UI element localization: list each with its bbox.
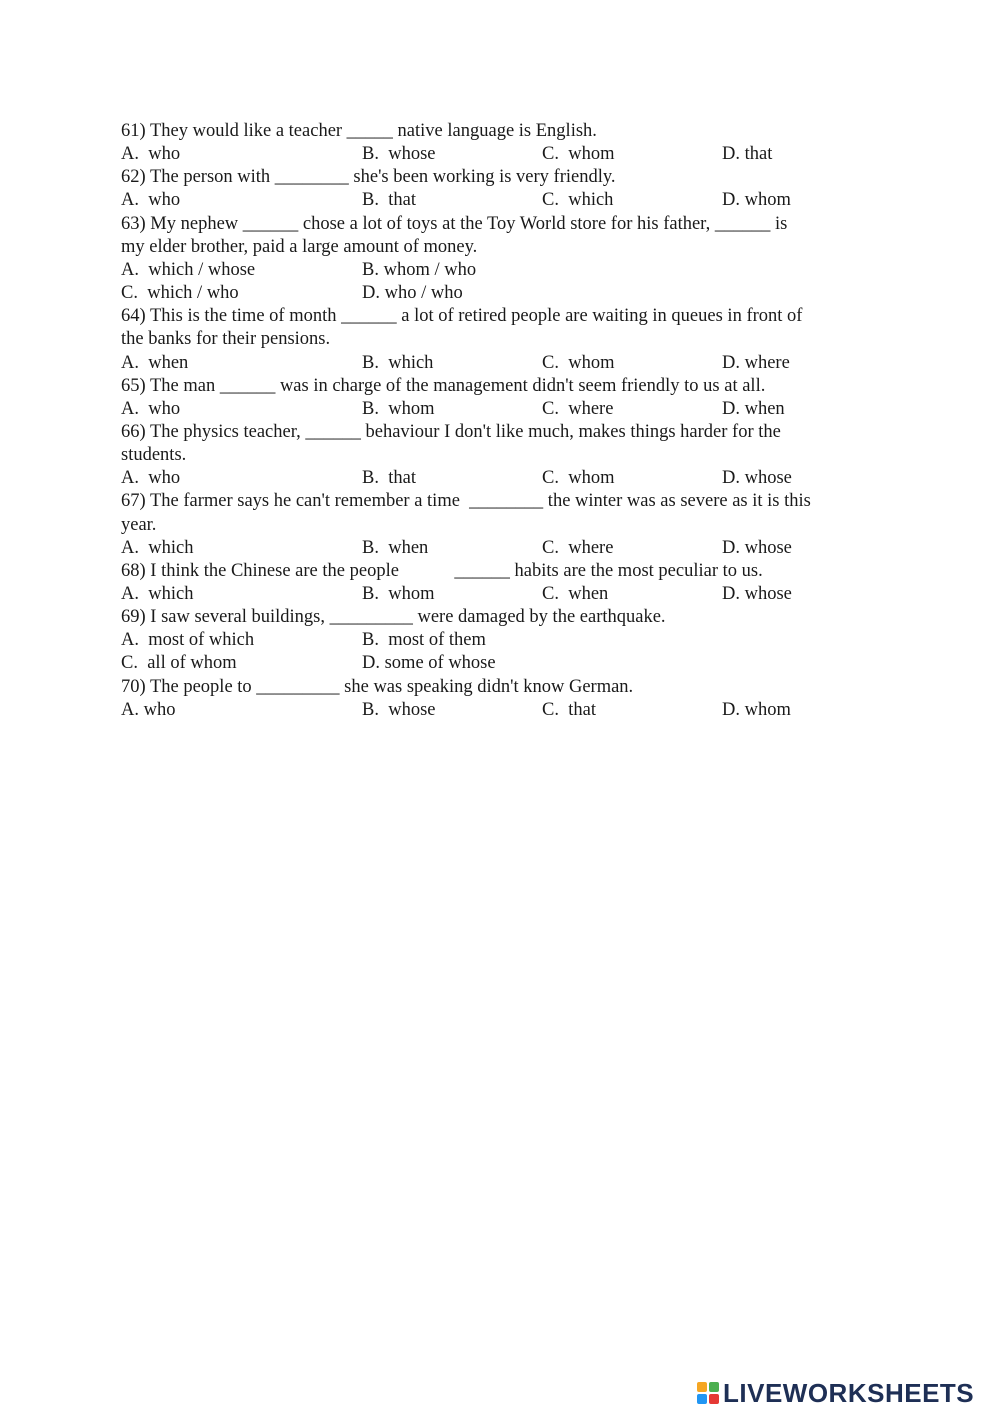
answer-option[interactable]: C. where [542,398,614,419]
liveworksheets-logo-icon [697,1382,719,1404]
answer-option[interactable]: A. which [121,537,194,558]
answer-option[interactable]: D. when [722,398,785,419]
answer-option[interactable]: C. which [542,190,614,211]
question-text: 62) The person with ________ she's been working is very friendly. [121,167,616,188]
answer-option[interactable]: B. when [362,537,429,558]
answer-option[interactable]: B. whom [362,584,435,604]
answer-option[interactable]: A. who [121,699,176,720]
answer-option[interactable]: C. that [542,699,596,720]
answer-option[interactable]: B. most of them [362,630,486,651]
answer-option[interactable]: D. whose [722,584,792,604]
answer-option[interactable]: A. who [121,144,181,165]
answer-option[interactable]: B. whose [362,699,436,720]
question-text: 63) My nephew ______ chose a lot of toys at the Toy World store for his father, ______ is [121,213,788,234]
answer-option[interactable]: B. which [362,352,434,373]
answer-option[interactable]: B. whom / who [362,259,477,280]
answer-option[interactable]: D. that [722,144,773,165]
question-text: 66) The physics teacher, ______ behaviour I don't like much, makes things harder for the [121,421,781,442]
question-text: 70) The people to _________ she was speaking didn't know German. [121,676,634,697]
answer-option[interactable]: A. when [121,352,189,373]
answer-option[interactable]: C. which / who [121,283,239,304]
answer-option[interactable]: D. whom [722,190,791,211]
question-text: the banks for their pensions. [121,329,331,350]
question-text: 64) This is the time of month ______ a lot of retired people are waiting in queues in front of [121,306,803,327]
question-text: 61) They would like a teacher _____ native language is English. [121,121,597,141]
answer-option[interactable]: A. who [121,398,181,419]
question-text: 69) I saw several buildings, _________ were damaged by the earthquake. [121,607,666,628]
answer-option[interactable]: D. who / who [362,283,463,304]
question-text: year. [121,514,157,535]
answer-option[interactable]: A. which [121,584,194,604]
answer-option[interactable]: C. all of whom [121,653,237,674]
answer-option[interactable]: C. whom [542,468,615,489]
answer-option[interactable]: D. where [722,352,790,373]
answer-option[interactable]: C. whom [542,144,615,165]
answer-option[interactable]: A. which / whose [121,259,256,280]
answer-option[interactable]: D. whom [722,699,791,720]
answer-option[interactable]: C. when [542,584,609,604]
answer-option[interactable]: B. whom [362,398,435,419]
question-text: 65) The man ______ was in charge of the management didn't seem friendly to us at all. [121,375,766,396]
answer-option[interactable]: B. that [362,468,416,489]
answer-option[interactable]: A. who [121,468,181,489]
answer-option[interactable]: D. whose [722,468,792,489]
answer-option[interactable]: A. most of which [121,630,255,651]
question-text: 67) The farmer says he can't remember a time ________ the winter was as severe as it is this [121,491,811,512]
answer-option[interactable]: C. whom [542,352,615,373]
logo-text: LIVEWORKSHEETS [723,1377,975,1408]
liveworksheets-logo[interactable] [697,1378,974,1408]
answer-option[interactable]: B. whose [362,144,436,165]
answer-option[interactable]: C. where [542,537,614,558]
answer-option[interactable]: D. whose [722,537,792,558]
answer-option[interactable]: B. that [362,190,416,211]
answer-option[interactable]: A. who [121,190,181,211]
question-text: students. [121,445,187,466]
answer-option[interactable]: D. some of whose [362,653,496,674]
question-text: my elder brother, paid a large amount of money. [121,236,478,257]
question-text: 68) I think the Chinese are the people ______ habits are the most peculiar to us. [121,560,763,581]
